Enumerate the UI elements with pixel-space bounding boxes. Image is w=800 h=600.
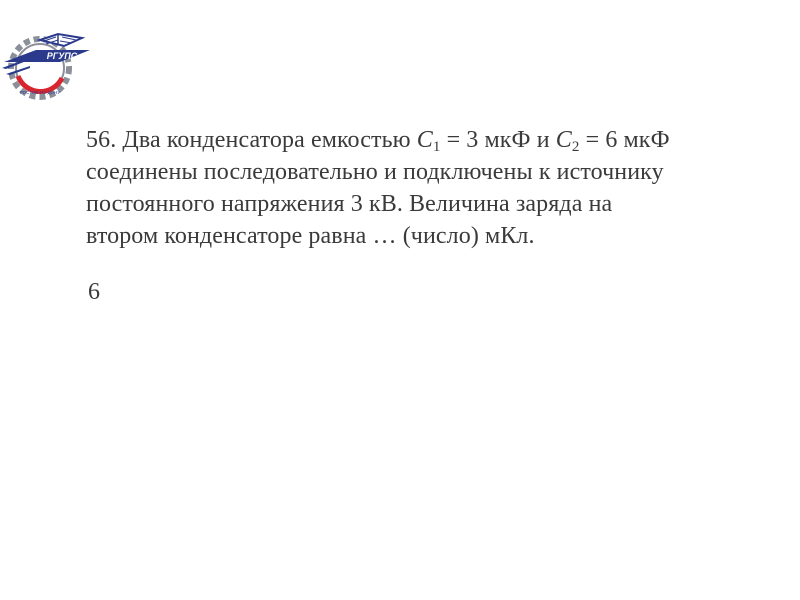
problem-line-2: соединены последовательно и подключены к источнику	[86, 159, 664, 185]
logo-text: РГУПС	[46, 51, 78, 61]
problem-line-1-mid: = 3 мкФ и	[440, 127, 556, 153]
c1-symbol: C	[416, 127, 433, 153]
problem-line-1	[86, 124, 766, 156]
rgups-emblem-icon	[0, 28, 92, 102]
rgups-logo	[0, 28, 92, 102]
problem-text	[86, 124, 766, 252]
problem-line-4: втором конденсаторе равна … (число) мКл.	[86, 223, 535, 249]
problem-line-1-text: Два конденсатора емкостью	[122, 127, 417, 153]
answer-value: 6	[88, 279, 100, 305]
logo-ring-text: РОСТОВ-НА-ДОНУ	[19, 90, 61, 95]
c2-symbol: C	[555, 127, 572, 153]
problem-number: 56.	[86, 127, 117, 153]
problem-line-3: постоянного напряжения 3 кВ. Величина заряда на	[86, 191, 613, 217]
c2-subscript: 2	[571, 139, 580, 155]
problem-line-1-end: = 6 мкФ	[579, 127, 670, 153]
c1-subscript: 1	[432, 139, 441, 155]
